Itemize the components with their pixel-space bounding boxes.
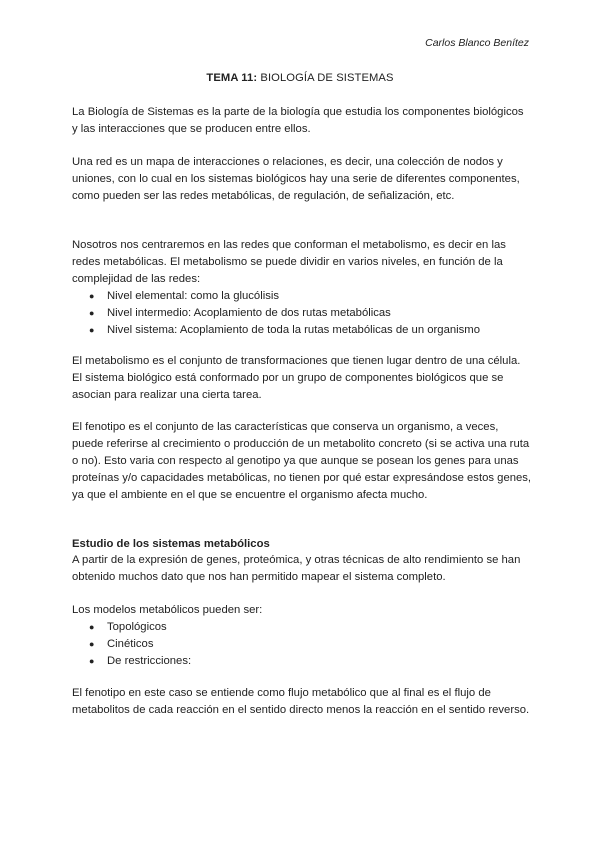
list-item-text: Cinéticos [107, 638, 154, 650]
paragraph-network [72, 154, 532, 205]
levels-list [72, 288, 532, 339]
list-item [72, 619, 532, 636]
list-item-text: De restricciones: [107, 655, 192, 667]
page-title [0, 72, 600, 84]
list-item [72, 636, 532, 653]
paragraph-text: El fenotipo es el conjunto de las características que conserva un organismo, a veces, puede referirse al crecimiento o producción de un metabolito concreto (si se activa una ruta o no). Esto varia con respecto al genotipo ya que aunque se posean los genes para unas proteínas y/o capacidades metabólicas, no tienen por qué estar expresándose estos genes, ya que el ambiente en el que se encuentre el organismo afecta mucho. [72, 421, 532, 501]
paragraph-text: A partir de la expresión de genes, proteómica, y otras técnicas de alto rendimiento se han obtenido muchos dato que nos han permitido mapear el sistema completo. [72, 554, 521, 583]
paragraph-phenotype [72, 419, 532, 504]
list-item-text: Nivel sistema: Acoplamiento de toda la rutas metabólicas de un organismo [107, 324, 480, 336]
title-number: TEMA 11: [206, 72, 258, 84]
list-item-text: Topológicos [107, 621, 167, 633]
paragraph-text: Los modelos metabólicos pueden ser: [72, 604, 263, 616]
models-list [72, 619, 532, 670]
paragraph-text: Nosotros nos centraremos en las redes que conforman el metabolismo, es decir en las redes metabólicas. El metabolismo se puede dividir en varios niveles, en función de la complejidad de las redes: [72, 239, 506, 285]
bullet-icon: ● [89, 308, 95, 318]
list-item [72, 288, 532, 305]
paragraph-text: El fenotipo en este caso se entiende como flujo metabólico que al final es el flujo de metabolitos de cada reacción en el sentido directo menos la reacción en el sentido reverso. [72, 687, 530, 716]
list-item-text: Nivel elemental: como la glucólisis [107, 290, 280, 302]
paragraph-flux [72, 685, 532, 719]
bullet-icon: ● [89, 622, 95, 632]
paragraph-models [72, 602, 532, 670]
paragraph-metabolism-definition [72, 353, 532, 404]
list-item-text: Nivel intermedio: Acoplamiento de dos rutas metabólicas [107, 307, 391, 319]
paragraph-intro [72, 104, 532, 138]
list-item [72, 305, 532, 322]
paragraph-study [72, 552, 532, 586]
section-heading: Estudio de los sistemas metabólicos [72, 538, 270, 550]
bullet-icon: ● [89, 325, 95, 335]
bullet-icon: ● [89, 291, 95, 301]
paragraph-text: El metabolismo es el conjunto de transformaciones que tienen lugar dentro de una célula. El sistema biológico está conformado por un grupo de componentes biológicos que se asocian para realizar una cierta tarea. [72, 355, 521, 401]
list-item [72, 322, 532, 339]
list-item [72, 653, 532, 670]
paragraph-text: La Biología de Sistemas es la parte de la biología que estudia los componentes biológicos y las interacciones que se producen entre ellos. [72, 106, 524, 135]
bullet-icon: ● [89, 656, 95, 666]
paragraph-text: Una red es un mapa de interacciones o relaciones, es decir, una colección de nodos y uniones, con lo cual en los sistemas biológicos hay una serie de diferentes componentes, como pueden ser las redes metabólicas, de regulación, de señalización, etc. [72, 156, 520, 202]
bullet-icon: ● [89, 639, 95, 649]
paragraph-metabolism-levels [72, 237, 532, 339]
title-text: BIOLOGÍA DE SISTEMAS [257, 72, 394, 84]
author-name: Carlos Blanco Benítez [425, 37, 529, 49]
